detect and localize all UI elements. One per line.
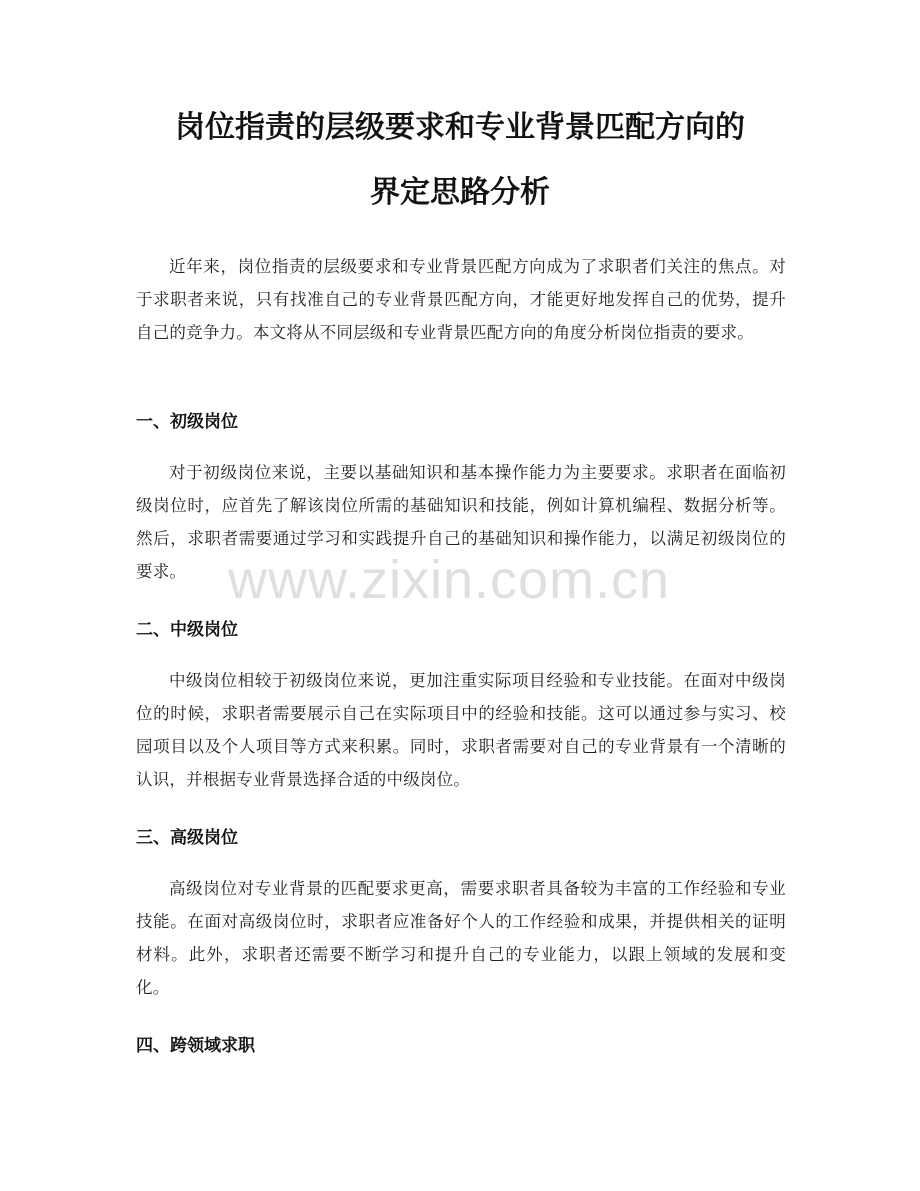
document-title-line-1: 岗位指责的层级要求和专业背景匹配方向的	[175, 110, 745, 145]
section-heading-cross-domain: 四、跨领域求职	[136, 1036, 255, 1056]
section-heading-senior: 三、高级岗位	[136, 828, 238, 848]
intro-paragraph: 近年来，岗位指责的层级要求和专业背景匹配方向成为了求职者们关注的焦点。对于求职者来说，只有找准自己的专业背景匹配方向，才能更好地发挥自己的优势，提升自己的竞争力。本文将从不同层级和专业背景匹配方向的角度分析岗位指责的要求。	[136, 257, 786, 342]
document-title-line-2: 界定思路分析	[370, 175, 550, 210]
section-paragraph-intermediate: 中级岗位相较于初级岗位来说，更加注重实际项目经验和专业技能。在面对中级岗位的时候，求职者需要展示自己在实际项目中的经验和技能。这可以通过参与实习、校园项目以及个人项目等方式来积累。同时，求职者需要对自己的专业背景有一个清晰的认识，并根据专业背景选择合适的中级岗位。	[136, 671, 786, 789]
section-paragraph-senior: 高级岗位对专业背景的匹配要求更高，需要求职者具备较为丰富的工作经验和专业技能。在面对高级岗位时，求职者应准备好个人的工作经验和成果，并提供相关的证明材料。此外，求职者还需要不断学习和提升自己的专业能力，以跟上领域的发展和变化。	[136, 879, 786, 997]
section-paragraph-junior: 对于初级岗位来说，主要以基础知识和基本操作能力为主要要求。求职者在面临初级岗位时，应首先了解该岗位所需的基础知识和技能，例如计算机编程、数据分析等。然后，求职者需要通过学习和实践提升自己的基础知识和操作能力，以满足初级岗位的要求。	[136, 463, 786, 581]
section-heading-intermediate: 二、中级岗位	[136, 620, 238, 640]
watermark: www.zixin.com.cn	[228, 550, 671, 610]
section-heading-junior: 一、初级岗位	[136, 412, 238, 432]
